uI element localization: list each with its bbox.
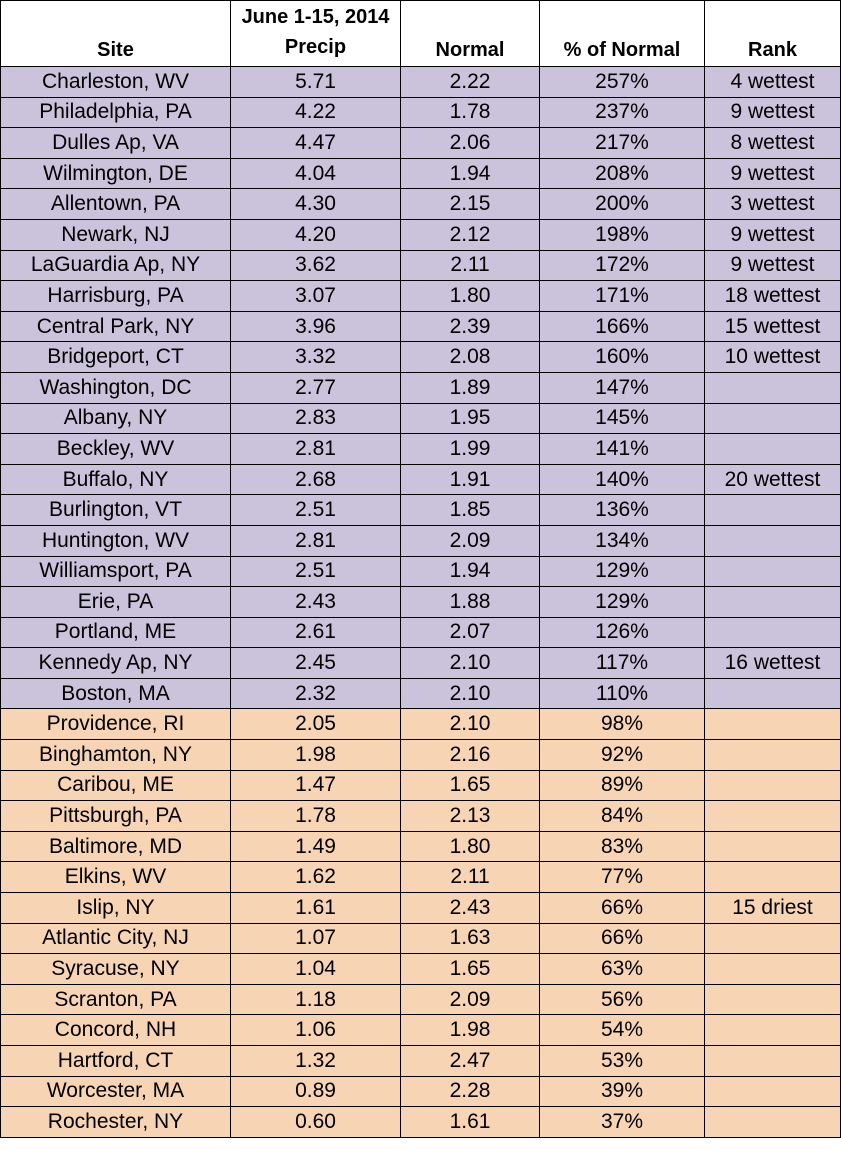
cell-normal: 2.13 [401,801,540,832]
cell-precip: 4.20 [231,219,401,250]
cell-rank [705,678,841,709]
cell-rank [705,556,841,587]
cell-percent: 171% [540,281,705,312]
cell-percent: 145% [540,403,705,434]
cell-percent: 160% [540,342,705,373]
table-row [1,1015,841,1046]
cell-normal: 1.98 [401,1015,540,1046]
cell-precip: 3.62 [231,250,401,281]
cell-normal: 1.95 [401,403,540,434]
table-row [1,342,841,373]
cell-normal: 2.39 [401,311,540,342]
cell-precip: 4.47 [231,128,401,159]
table-row [1,984,841,1015]
cell-percent: 198% [540,219,705,250]
cell-normal: 2.11 [401,250,540,281]
cell-site: Hartford, CT [1,1046,231,1077]
table-row [1,189,841,220]
cell-precip: 1.18 [231,984,401,1015]
cell-normal: 2.09 [401,984,540,1015]
cell-rank [705,1107,841,1138]
cell-rank: 15 wettest [705,311,841,342]
cell-rank [705,1076,841,1107]
cell-precip: 4.30 [231,189,401,220]
cell-precip: 1.32 [231,1046,401,1077]
cell-rank [705,587,841,618]
table-body [1,67,841,1138]
cell-precip: 4.04 [231,158,401,189]
cell-percent: 110% [540,678,705,709]
cell-precip: 2.45 [231,648,401,679]
cell-site: Newark, NJ [1,219,231,250]
header-precip-line1: June 1-15, 2014 [241,6,390,28]
header-precip [231,1,401,67]
cell-normal: 1.80 [401,281,540,312]
cell-percent: 140% [540,464,705,495]
cell-normal: 2.08 [401,342,540,373]
cell-normal: 2.16 [401,740,540,771]
cell-percent: 83% [540,831,705,862]
header-row [1,1,841,67]
cell-percent: 37% [540,1107,705,1138]
cell-site: Islip, NY [1,893,231,924]
cell-percent: 39% [540,1076,705,1107]
table-row [1,67,841,98]
cell-site: Huntington, WV [1,525,231,556]
table-row [1,158,841,189]
cell-percent: 53% [540,1046,705,1077]
header-precip-line2: Precip [284,36,347,58]
table-row [1,250,841,281]
cell-precip: 2.43 [231,587,401,618]
cell-site: Atlantic City, NJ [1,923,231,954]
cell-normal: 1.94 [401,556,540,587]
table-row [1,954,841,985]
cell-site: Bridgeport, CT [1,342,231,373]
cell-rank [705,1046,841,1077]
cell-site: Dulles Ap, VA [1,128,231,159]
table-row [1,556,841,587]
cell-percent: 66% [540,893,705,924]
cell-site: Burlington, VT [1,495,231,526]
cell-site: Portland, ME [1,617,231,648]
cell-precip: 1.49 [231,831,401,862]
cell-precip: 3.07 [231,281,401,312]
cell-normal: 2.11 [401,862,540,893]
cell-normal: 1.91 [401,464,540,495]
cell-rank: 9 wettest [705,250,841,281]
cell-rank [705,403,841,434]
cell-percent: 200% [540,189,705,220]
cell-rank [705,709,841,740]
cell-site: Washington, DC [1,372,231,403]
table-row [1,617,841,648]
cell-percent: 98% [540,709,705,740]
cell-precip: 1.07 [231,923,401,954]
cell-site: Providence, RI [1,709,231,740]
cell-site: Binghamton, NY [1,740,231,771]
cell-site: LaGuardia Ap, NY [1,250,231,281]
cell-percent: 166% [540,311,705,342]
cell-rank [705,495,841,526]
cell-percent: 56% [540,984,705,1015]
cell-rank: 9 wettest [705,158,841,189]
cell-normal: 2.22 [401,67,540,98]
cell-rank: 9 wettest [705,97,841,128]
cell-normal: 1.85 [401,495,540,526]
cell-site: Buffalo, NY [1,464,231,495]
table-row [1,587,841,618]
cell-precip: 2.32 [231,678,401,709]
cell-site: Philadelphia, PA [1,97,231,128]
cell-site: Syracuse, NY [1,954,231,985]
cell-precip: 0.89 [231,1076,401,1107]
cell-site: Erie, PA [1,587,231,618]
cell-site: Pittsburgh, PA [1,801,231,832]
cell-normal: 1.88 [401,587,540,618]
header-site: Site [1,1,231,67]
table-row [1,893,841,924]
table-row [1,862,841,893]
cell-precip: 1.62 [231,862,401,893]
cell-rank: 10 wettest [705,342,841,373]
cell-percent: 141% [540,434,705,465]
cell-rank [705,434,841,465]
cell-rank [705,617,841,648]
table-row [1,770,841,801]
cell-precip: 1.78 [231,801,401,832]
cell-normal: 1.78 [401,97,540,128]
cell-precip: 2.77 [231,372,401,403]
cell-rank: 16 wettest [705,648,841,679]
cell-normal: 2.10 [401,709,540,740]
table-row [1,495,841,526]
cell-normal: 2.12 [401,219,540,250]
cell-precip: 1.61 [231,893,401,924]
cell-precip: 1.98 [231,740,401,771]
cell-site: Rochester, NY [1,1107,231,1138]
cell-rank: 9 wettest [705,219,841,250]
cell-normal: 2.43 [401,893,540,924]
table-row [1,923,841,954]
cell-normal: 2.10 [401,648,540,679]
cell-precip: 5.71 [231,67,401,98]
cell-percent: 66% [540,923,705,954]
cell-normal: 1.65 [401,770,540,801]
cell-percent: 147% [540,372,705,403]
cell-rank [705,740,841,771]
header-percent: % of Normal [540,1,705,67]
table-row [1,709,841,740]
cell-normal: 2.28 [401,1076,540,1107]
cell-site: Williamsport, PA [1,556,231,587]
cell-percent: 117% [540,648,705,679]
cell-percent: 126% [540,617,705,648]
cell-rank [705,372,841,403]
header-rank: Rank [705,1,841,67]
cell-normal: 1.89 [401,372,540,403]
cell-normal: 2.07 [401,617,540,648]
cell-rank: 4 wettest [705,67,841,98]
cell-precip: 2.83 [231,403,401,434]
table-row [1,525,841,556]
table-row [1,648,841,679]
table-row [1,1046,841,1077]
table-row [1,434,841,465]
cell-rank: 8 wettest [705,128,841,159]
cell-site: Wilmington, DE [1,158,231,189]
cell-rank [705,831,841,862]
cell-percent: 208% [540,158,705,189]
cell-rank: 18 wettest [705,281,841,312]
cell-percent: 134% [540,525,705,556]
cell-precip: 4.22 [231,97,401,128]
cell-rank: 3 wettest [705,189,841,220]
cell-percent: 237% [540,97,705,128]
cell-precip: 2.05 [231,709,401,740]
cell-site: Concord, NH [1,1015,231,1046]
cell-normal: 1.94 [401,158,540,189]
cell-site: Elkins, WV [1,862,231,893]
cell-percent: 217% [540,128,705,159]
cell-rank [705,984,841,1015]
cell-site: Harrisburg, PA [1,281,231,312]
cell-normal: 1.80 [401,831,540,862]
cell-percent: 92% [540,740,705,771]
cell-percent: 54% [540,1015,705,1046]
cell-precip: 3.32 [231,342,401,373]
cell-percent: 172% [540,250,705,281]
cell-precip: 2.51 [231,495,401,526]
cell-normal: 2.06 [401,128,540,159]
cell-site: Kennedy Ap, NY [1,648,231,679]
cell-percent: 63% [540,954,705,985]
cell-rank [705,1015,841,1046]
cell-rank [705,954,841,985]
table-header [1,1,841,67]
cell-rank: 15 driest [705,893,841,924]
cell-normal: 1.61 [401,1107,540,1138]
cell-precip: 0.60 [231,1107,401,1138]
cell-site: Beckley, WV [1,434,231,465]
table-row [1,372,841,403]
cell-site: Allentown, PA [1,189,231,220]
table-row [1,219,841,250]
cell-site: Caribou, ME [1,770,231,801]
cell-rank [705,923,841,954]
cell-normal: 1.65 [401,954,540,985]
cell-site: Boston, MA [1,678,231,709]
cell-normal: 1.63 [401,923,540,954]
cell-rank: 20 wettest [705,464,841,495]
cell-site: Charleston, WV [1,67,231,98]
cell-rank [705,801,841,832]
cell-normal: 2.10 [401,678,540,709]
cell-normal: 2.15 [401,189,540,220]
table-row [1,801,841,832]
cell-precip: 1.04 [231,954,401,985]
cell-precip: 1.47 [231,770,401,801]
table-row [1,1107,841,1138]
cell-normal: 2.47 [401,1046,540,1077]
cell-normal: 2.09 [401,525,540,556]
cell-percent: 84% [540,801,705,832]
cell-normal: 1.99 [401,434,540,465]
table-row [1,97,841,128]
cell-rank [705,862,841,893]
cell-percent: 136% [540,495,705,526]
cell-percent: 77% [540,862,705,893]
cell-site: Albany, NY [1,403,231,434]
cell-rank [705,770,841,801]
cell-precip: 2.51 [231,556,401,587]
cell-precip: 2.61 [231,617,401,648]
table-row [1,403,841,434]
cell-percent: 129% [540,587,705,618]
table-row [1,740,841,771]
cell-precip: 3.96 [231,311,401,342]
table-row [1,128,841,159]
cell-site: Worcester, MA [1,1076,231,1107]
cell-precip: 1.06 [231,1015,401,1046]
table-row [1,1076,841,1107]
table-row [1,678,841,709]
cell-site: Scranton, PA [1,984,231,1015]
cell-precip: 2.81 [231,434,401,465]
cell-precip: 2.68 [231,464,401,495]
cell-rank [705,525,841,556]
cell-site: Central Park, NY [1,311,231,342]
table-row [1,281,841,312]
cell-site: Baltimore, MD [1,831,231,862]
cell-percent: 257% [540,67,705,98]
table-row [1,311,841,342]
cell-percent: 129% [540,556,705,587]
cell-precip: 2.81 [231,525,401,556]
header-normal: Normal [401,1,540,67]
cell-percent: 89% [540,770,705,801]
table-row [1,464,841,495]
table-row [1,831,841,862]
